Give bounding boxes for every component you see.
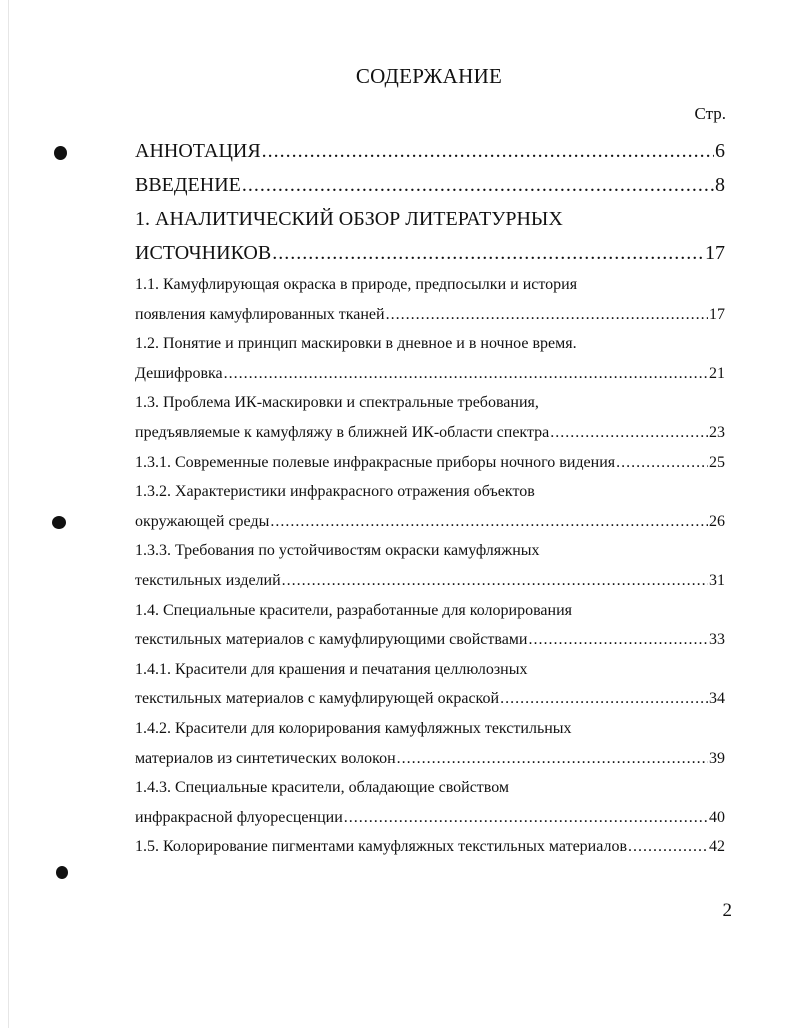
toc-entry-page: 39 (709, 749, 725, 767)
hole-punch-mark (56, 866, 68, 879)
toc-leader-dots (616, 448, 708, 478)
toc-leader-dots (270, 507, 708, 537)
toc-entry-page: 21 (709, 364, 725, 382)
toc-entry-text: 1. АНАЛИТИЧЕСКИЙ ОБЗОР ЛИТЕРАТУРНЫХ (135, 208, 563, 230)
toc-leader-dots (262, 134, 714, 168)
toc-leader-dots (242, 168, 714, 202)
toc-entry (135, 236, 725, 270)
toc-entry-page: 17 (705, 242, 725, 264)
toc-entry (135, 803, 725, 833)
toc-entry (135, 448, 725, 478)
hole-punch-mark (54, 146, 67, 160)
page-edge (8, 0, 9, 1028)
toc-entry-page: 34 (709, 690, 725, 708)
toc-entry-text: материалов из синтетических волокон (135, 749, 396, 767)
toc-entry-page: 40 (709, 808, 725, 826)
toc-entry (135, 536, 725, 566)
toc-entry-text: 1.4. Специальные красители, разработанные для колорирования (135, 601, 573, 619)
toc-entry-text: 1.3. Проблема ИК-маскировки и спектральные требования, (135, 394, 539, 412)
toc-entry-page: 6 (715, 140, 725, 162)
toc-entry-text: АННОТАЦИЯ (135, 140, 261, 162)
toc-entry-text: инфракрасной флуоресценции (135, 808, 343, 826)
toc-entry (135, 566, 725, 596)
toc-entry (135, 168, 725, 202)
toc-entry (135, 714, 725, 744)
toc-leader-dots (528, 625, 708, 655)
toc-entry-text: текстильных изделий (135, 571, 281, 589)
toc-leader-dots (628, 832, 708, 862)
toc-entry-text: 1.3.2. Характеристики инфракрасного отражения объектов (135, 483, 535, 501)
toc-leader-dots (397, 744, 708, 774)
toc-entry (135, 270, 725, 300)
toc-entry (135, 477, 725, 507)
toc-entry-page: 26 (709, 512, 725, 530)
hole-punch-mark (52, 516, 66, 529)
toc-entry-page: 33 (709, 631, 725, 649)
toc-entry (135, 418, 725, 448)
toc-entry-page: 31 (709, 571, 725, 589)
toc-entry (135, 202, 725, 236)
toc-entry-page: 23 (709, 423, 725, 441)
toc-entry (135, 134, 725, 168)
toc-entry (135, 388, 725, 418)
toc-entry (135, 596, 725, 626)
toc-entry-text: появления камуфлированных тканей (135, 305, 385, 323)
toc-entry (135, 744, 725, 774)
toc-leader-dots (272, 236, 704, 270)
toc-entry-text: 1.4.3. Специальные красители, обладающие свойством (135, 779, 510, 797)
toc-entry-text: ИСТОЧНИКОВ (135, 242, 272, 264)
toc-leader-dots (224, 359, 708, 389)
toc-entry-page: 42 (709, 838, 725, 856)
toc-entry (135, 655, 725, 685)
toc-entry-text: 1.4.2. Красители для колорирования камуфляжных текстильных (135, 719, 572, 737)
toc-entry (135, 625, 725, 655)
toc-leader-dots (550, 418, 708, 448)
table-of-contents (135, 134, 725, 862)
toc-entry (135, 773, 725, 803)
toc-entry-text: 1.3.3. Требования по устойчивостям окраски камуфляжных (135, 542, 540, 560)
toc-entry-text: 1.5. Колорирование пигментами камуфляжных текстильных материалов (135, 838, 628, 856)
page-column-label: Стр. (694, 104, 726, 123)
toc-entry (135, 507, 725, 537)
toc-entry-text: текстильных материалов с камуфлирующей окраской (135, 690, 500, 708)
toc-entry (135, 359, 725, 389)
page-number: 2 (722, 900, 732, 921)
toc-leader-dots (500, 684, 708, 714)
toc-entry-page: 8 (715, 174, 725, 196)
toc-entry-page: 25 (709, 453, 725, 471)
toc-entry-text: 1.3.1. Современные полевые инфракрасные приборы ночного видения (135, 453, 616, 471)
toc-entry-text: 1.2. Понятие и принцип маскировки в дневное и в ночное время. (135, 335, 577, 353)
toc-leader-dots (282, 566, 708, 596)
toc-leader-dots (344, 803, 708, 833)
toc-entry-text: текстильных материалов с камуфлирующими свойствами (135, 631, 528, 649)
toc-entry-text: 1.1. Камуфлирующая окраска в природе, предпосылки и история (135, 276, 578, 293)
toc-entry-text: окружающей среды (135, 512, 270, 530)
toc-entry-text: Дешифровка (135, 364, 223, 382)
toc-entry (135, 300, 725, 330)
toc-entry (135, 832, 725, 862)
toc-entry (135, 684, 725, 714)
toc-entry-text: предъявляемые к камуфляжу в ближней ИК-области спектра (135, 423, 550, 441)
toc-entry-page: 17 (709, 305, 725, 323)
toc-leader-dots (386, 300, 708, 330)
toc-entry (135, 329, 725, 359)
toc-entry-text: ВВЕДЕНИЕ (135, 174, 241, 196)
toc-entry-text: 1.4.1. Красители для крашения и печатания целлюлозных (135, 660, 528, 678)
page-title: СОДЕРЖАНИЕ (355, 64, 503, 88)
